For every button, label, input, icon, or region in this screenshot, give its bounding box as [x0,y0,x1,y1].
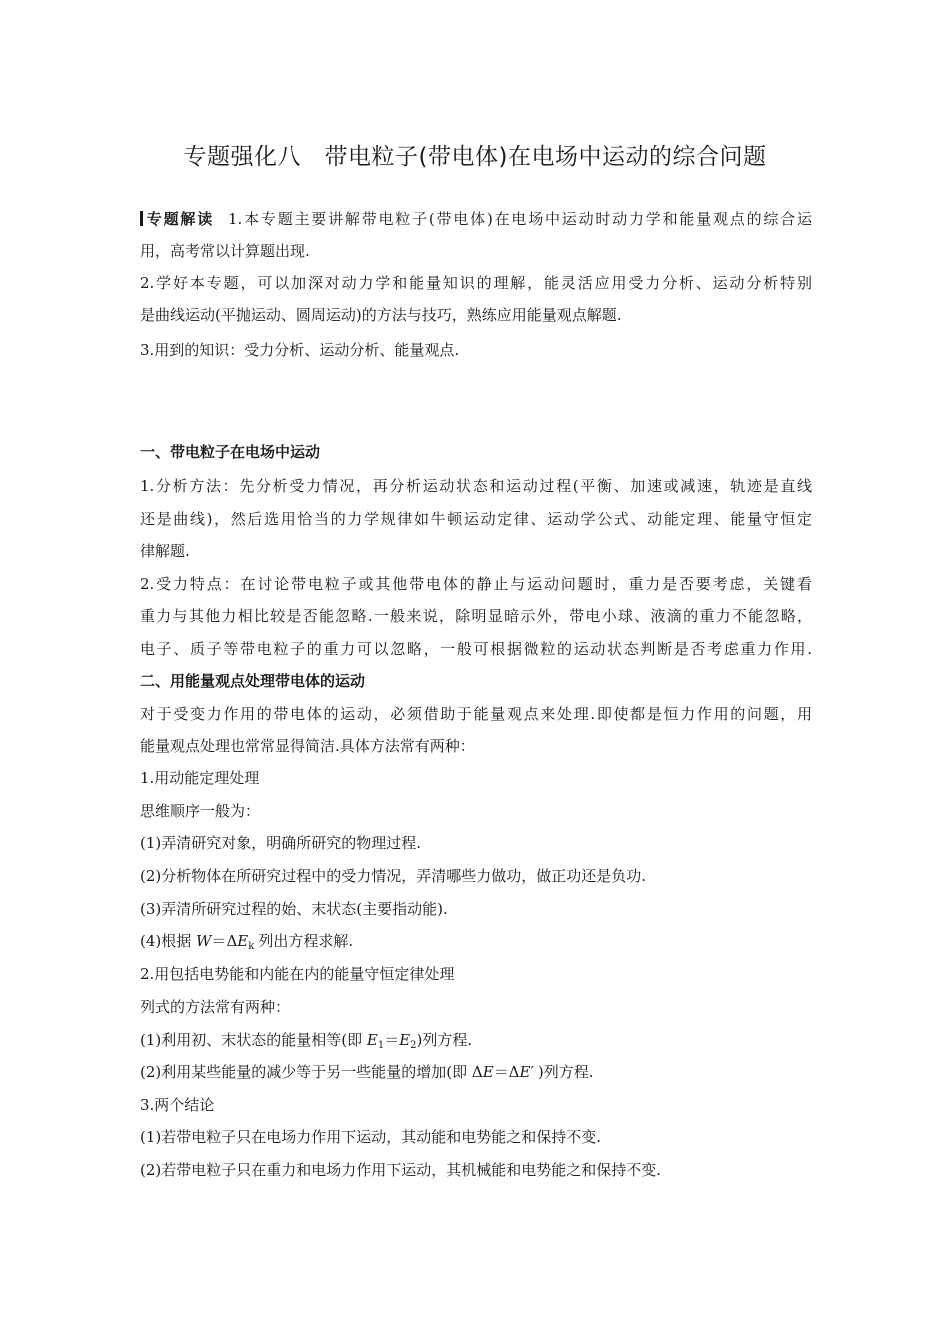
s1-line-2: 还是曲线)，然后选用恰当的力学规律如牛顿运动定律、运动学公式、动能定理、能量守恒定 [140,510,812,528]
s2-line-7: (3)弄清所研究过程的始、末状态(主要指动能). [140,900,448,918]
intro-line-5: 3.用到的知识：受力分析、运动分析、能量观点. [140,341,460,359]
section-1-heading: 一、带电粒子在电场中运动 [140,443,321,461]
s1-line-6: 电子、质子等带电粒子的重力可以忽略，一般可根据微粒的运动状态判断是否考虑重力作用. [140,640,812,658]
section-marker [140,211,143,226]
s2-line-11: (1)利用初、末状态的能量相等(即 $E_1=E_2$)列方程. [140,1031,473,1051]
s2-line-12: (2)利用某些能量的减少等于另一些能量的增加(即 ΔE＝ΔE′ )列方程. [140,1063,594,1081]
intro-line-2: 用，高考常以计算题出现. [140,242,310,260]
intro-line-4: 是曲线运动(平抛运动、圆周运动)的方法与技巧，熟练应用能量观点解题. [140,306,622,324]
s2-line-3: 1.用动能定理处理 [140,769,260,787]
s2-line-8: (4)根据 $W=\Delta E_k$ 列出方程求解. [140,932,354,952]
s2-line-6: (2)分析物体在所研究过程中的受力情况，弄清哪些力做功，做正功还是负功. [140,867,647,885]
intro-label: 专题解读 [145,210,214,228]
intro-line-1: 专题解读 1.本专题主要讲解带电粒子(带电体)在电场中运动时动力学和能量观点的综合运 [140,208,812,230]
page-title: 专题强化八 带电粒子(带电体)在电场中运动的综合问题 [183,144,767,170]
s1-line-4: 2.受力特点：在讨论带电粒子或其他带电体的静止与运动问题时，重力是否要考虑，关键看 [140,575,812,593]
s2-line-1: 对于受变力作用的带电体的运动，必须借助于能量观点来处理.即使都是恒力作用的问题，用 [140,705,812,723]
formula-e: E [237,932,249,950]
formula-w: W [196,932,212,950]
s2-line-5: (1)弄清研究对象，明确所研究的物理过程. [140,834,422,852]
s2-line-4: 思维顺序一般为： [140,802,261,820]
s2-line-2: 能量观点处理也常常显得简洁.具体方法常有两种： [140,737,475,755]
s2-line-14: (1)若带电粒子只在电场力作用下运动，其动能和电势能之和保持不变. [140,1128,602,1146]
s2-line-9: 2.用包括电势能和内能在内的能量守恒定律处理 [140,965,455,983]
s2-line-13: 3.两个结论 [140,1096,215,1114]
s2-line-15: (2)若带电粒子只在重力和电场力作用下运动，其机械能和电势能之和保持不变. [140,1161,662,1179]
s1-line-3: 律解题. [140,542,190,560]
s2-line-10: 列式的方法常有两种： [140,998,291,1016]
section-2-heading: 二、用能量观点处理带电体的运动 [140,672,366,690]
intro-line-3: 2.学好本专题，可以加深对动力学和能量知识的理解，能灵活应用受力分析、运动分析特别 [140,274,812,292]
s1-line-1: 1.分析方法：先分析受力情况，再分析运动状态和运动过程(平衡、加速或减速，轨迹是直线 [140,477,812,495]
s1-line-5: 重力与其他力相比较是否能忽略.一般来说，除明显暗示外，带电小球、液滴的重力不能忽略， [140,607,812,625]
